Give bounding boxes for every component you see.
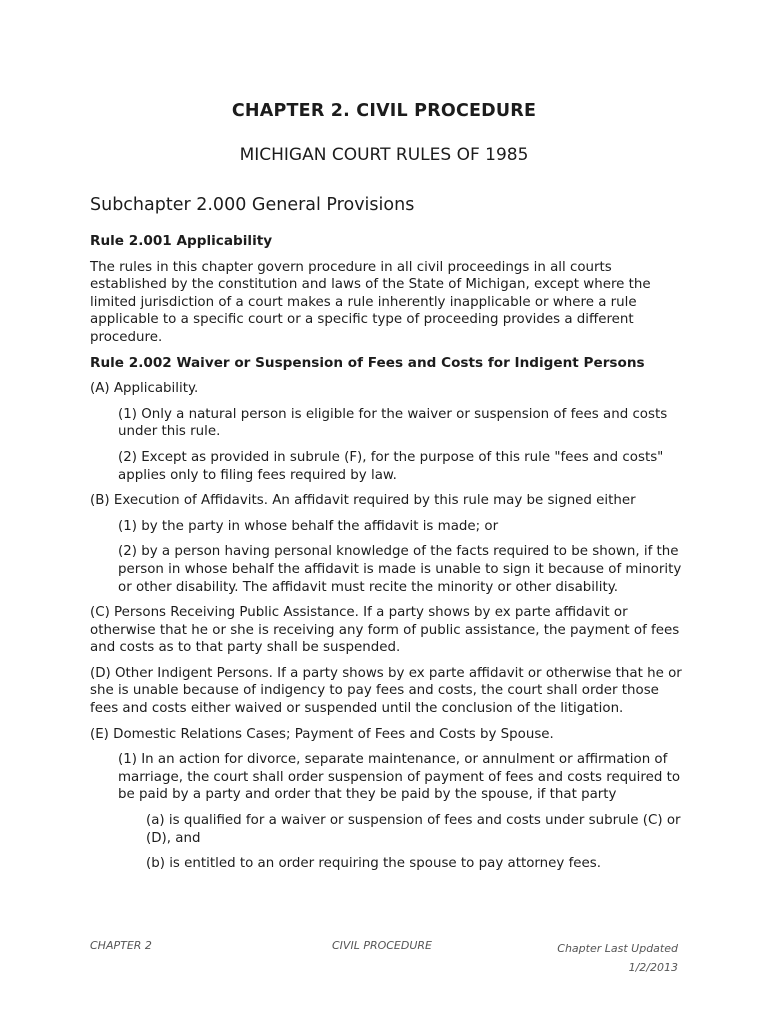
footer-title: CIVIL PROCEDURE: [332, 939, 432, 952]
subrule-a: (A) Applicability.: [90, 381, 199, 397]
subrule-e1b: (b) is entitled to an order requiring the spouse to pay attorney fees.: [146, 856, 601, 872]
subrule-b: (B) Execution of Affidavits. An affidavit required by this rule may be signed either: [90, 493, 636, 509]
footer-updated: [557, 939, 678, 977]
footer-updated-label: Chapter Last Updated: [557, 942, 678, 955]
rule-2001-heading: Rule 2.001 Applicability: [90, 233, 273, 249]
document-body: [90, 233, 682, 881]
rule-2001-text: The rules in this chapter govern procedure in all civil proceedings in all courts established by the constitution and laws of the State of Michigan, except where the limited jurisdiction of a court makes a rule inherently inapplicable or where a rule applicable to a specific court or a specific type of proceeding provides a different procedure.: [90, 259, 651, 345]
subrule-e1a: (a) is qualified for a waiver or suspension of fees and costs under subrule (C) or (D), and: [146, 813, 681, 846]
subrule-a2: (2) Except as provided in subrule (F), for the purpose of this rule "fees and costs" applies only to filing fees required by law.: [118, 449, 664, 483]
rule-2002-heading: Rule 2.002 Waiver or Suspension of Fees and Costs for Indigent Persons: [90, 354, 645, 371]
subrule-b2: (2) by a person having personal knowledge of the facts required to be shown, if the person in whose behalf the affidavit is made is unable to sign it because of minority or other disability. The affidavit must recite the minority or other disability.: [118, 544, 682, 595]
subchapter-heading: Subchapter 2.000 General Provisions: [90, 195, 415, 215]
footer-chapter: CHAPTER 2: [90, 939, 152, 952]
footer-updated-date: 1/2/2013: [628, 961, 678, 974]
document-title: MICHIGAN COURT RULES OF 1985: [239, 145, 529, 165]
subrule-a1: (1) Only a natural person is eligible for the waiver or suspension of fees and costs under this rule.: [118, 406, 668, 440]
subrule-d: (D) Other Indigent Persons. If a party shows by ex parte affidavit or otherwise that he or she is unable because of indigency to pay fees and costs, the court shall order those fees and costs either waived or suspended until the conclusion of the litigation.: [90, 665, 682, 717]
chapter-title: CHAPTER 2. CIVIL PROCEDURE: [231, 101, 537, 121]
subrule-c: (C) Persons Receiving Public Assistance. If a party shows by ex parte affidavit or otherwise that he or she is receiving any form of public assistance, the payment of fees and costs as to that party shall be suspended.: [90, 605, 680, 656]
subrule-b1: (1) by the party in whose behalf the affidavit is made; or: [118, 518, 499, 534]
subrule-e: (E) Domestic Relations Cases; Payment of Fees and Costs by Spouse.: [90, 726, 554, 742]
subrule-e1: (1) In an action for divorce, separate maintenance, or annulment or affirmation of marriage, the court shall order suspension of payment of fees and costs required to be paid by a party and order that they be paid by the spouse, if that party: [118, 752, 681, 803]
